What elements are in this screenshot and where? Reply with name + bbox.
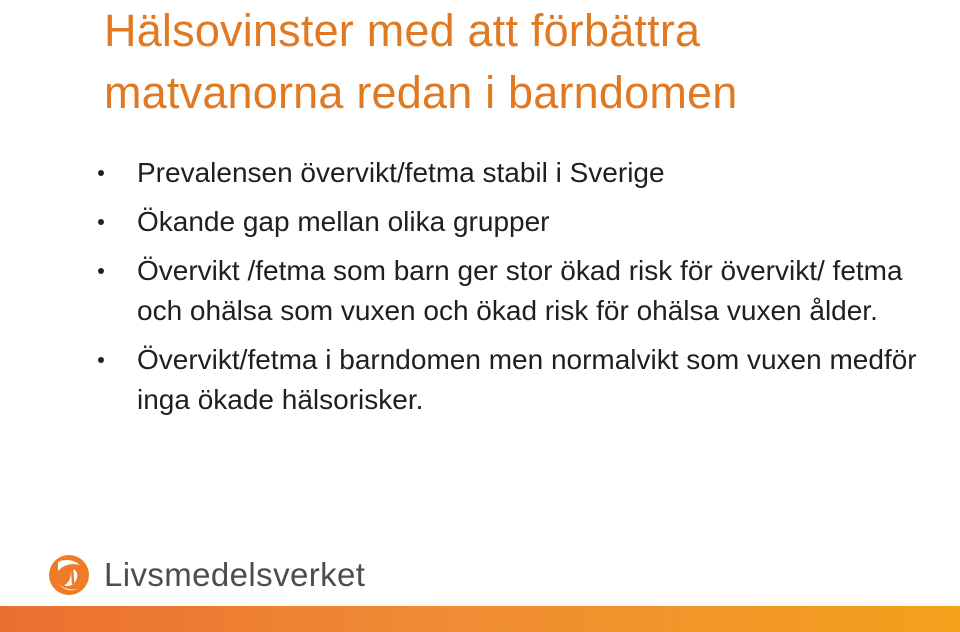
- bullet-point-icon: [98, 170, 104, 176]
- bullet-point-icon: [98, 357, 104, 363]
- bottom-orange-bar: [0, 606, 960, 632]
- bullet-item-prevalence: [98, 153, 918, 193]
- bullet-item-gap: [98, 202, 918, 242]
- bullet-text: Prevalensen övervikt/fetma stabil i Sverige: [137, 157, 665, 188]
- livsmedelsverket-logo: [48, 552, 365, 598]
- bullet-item-childhood-risk: [98, 251, 918, 331]
- bullet-text: Övervikt/fetma i barndomen men normalvikt som vuxen medför inga ökade hälsorisker.: [137, 344, 917, 415]
- slide-title-line-2: matvanorna redan i barndomen: [104, 67, 738, 118]
- slide-title: [104, 0, 924, 124]
- bullet-point-icon: [98, 268, 104, 274]
- slide-title-line-1: Hälsovinster med att förbättra: [104, 5, 701, 56]
- bullet-point-icon: [98, 219, 104, 225]
- logo-text: Livsmedelsverket: [104, 556, 366, 593]
- bullet-item-normal-weight: [98, 340, 918, 420]
- bullet-text: Övervikt /fetma som barn ger stor ökad risk för övervikt/ fetma och ohälsa som vuxen och ökad risk för ohälsa vuxen ålder.: [137, 255, 903, 326]
- bullet-text: Ökande gap mellan olika grupper: [137, 206, 550, 237]
- livsmedelsverket-logo-icon: [48, 554, 90, 596]
- bullet-list: [98, 153, 918, 429]
